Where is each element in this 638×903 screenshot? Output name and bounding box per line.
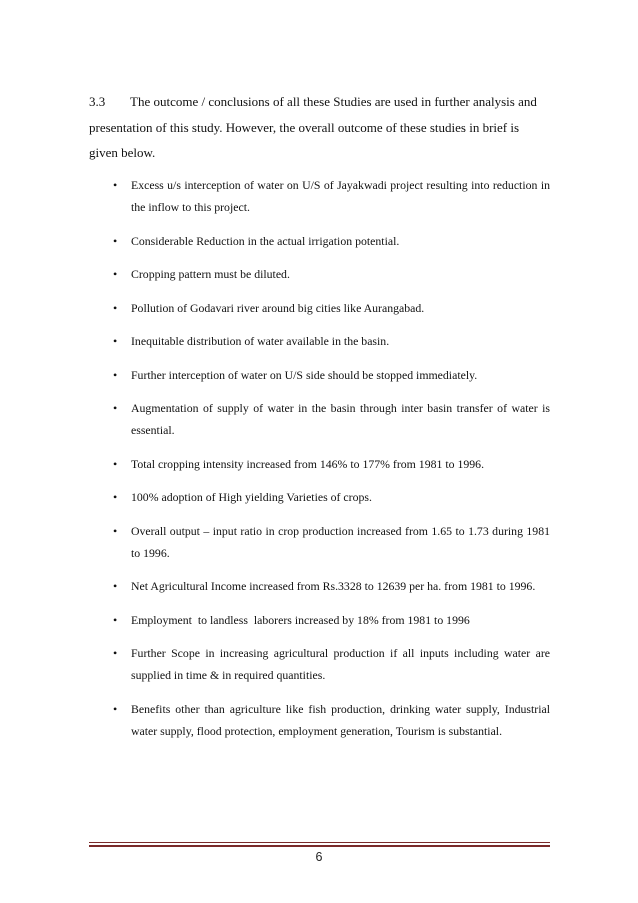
list-item-text: Total cropping intensity increased from 146% to 177% from 1981 to 1996. — [131, 456, 485, 471]
list-item-text: Pollution of Godavari river around big cities like Aurangabad. — [131, 300, 425, 315]
bullet-icon: • — [113, 523, 118, 538]
list-item — [113, 486, 550, 508]
list-item — [113, 453, 550, 475]
list-item-text: Augmentation of supply of water in the basin through inter basin transfer of water is essential. — [131, 401, 550, 437]
list-item — [113, 609, 550, 631]
list-item-text: Cropping pattern must be diluted. — [131, 267, 290, 281]
section-number: 3.3 — [89, 94, 106, 109]
list-item-text: Overall output – input ratio in crop production increased from 1.65 to 1.73 during 1981 to 1996. — [131, 523, 550, 560]
section-paragraph — [89, 89, 551, 166]
list-item-text: Net Agricultural Income increased from Rs.3328 to 12639 per ha. from 1981 to 1996. — [131, 579, 536, 593]
bullet-icon: • — [113, 334, 118, 348]
bullet-icon: • — [113, 178, 118, 192]
list-item — [113, 330, 550, 352]
bullet-icon: • — [113, 233, 118, 248]
bullet-icon: • — [113, 701, 118, 716]
list-item — [113, 575, 550, 597]
bullet-icon: • — [113, 612, 118, 627]
list-item — [113, 263, 550, 285]
list-item — [113, 698, 550, 742]
bullet-icon: • — [113, 267, 118, 281]
list-item — [113, 297, 550, 319]
outcome-bullet-list — [113, 174, 550, 753]
bullet-icon: • — [113, 456, 118, 471]
bullet-icon: • — [113, 579, 118, 593]
list-item-text: 100% adoption of High yielding Varieties of crops. — [131, 490, 372, 504]
list-item — [113, 174, 550, 218]
list-item-text: Benefits other than agriculture like fish production, drinking water supply, Industrial water supply, flood protection, employment generation, Tourism is substantial. — [131, 701, 550, 738]
section-text: The outcome / conclusions of all these Studies are used in further analysis and presentation of this study. However, the overall outcome of these studies in brief is given below. — [89, 94, 537, 160]
list-item — [113, 397, 550, 441]
list-item-text: Inequitable distribution of water available in the basin. — [131, 334, 390, 348]
bullet-icon: • — [113, 367, 118, 382]
list-item — [113, 230, 550, 252]
page-number: 6 — [315, 850, 323, 864]
bullet-icon: • — [113, 401, 118, 415]
list-item — [113, 520, 550, 564]
list-item-text: Excess u/s interception of water on U/S of Jayakwadi project resulting into reduction in the inflow to this project. — [131, 178, 550, 214]
bullet-icon: • — [113, 646, 118, 660]
list-item-text: Further interception of water on U/S side should be stopped immediately. — [131, 367, 478, 382]
footer-divider-thin — [89, 842, 550, 843]
bullet-icon: • — [113, 490, 118, 504]
list-item-text: Further Scope in increasing agricultural production if all inputs including water are supplied in time & in required quantities. — [131, 646, 550, 682]
list-item — [113, 364, 550, 386]
bullet-icon: • — [113, 300, 118, 315]
list-item-text: Considerable Reduction in the actual irrigation potential. — [131, 233, 400, 248]
footer-divider-thick — [89, 845, 550, 847]
list-item-text: Employment to landless laborers increased by 18% from 1981 to 1996 — [131, 612, 470, 627]
list-item — [113, 642, 550, 686]
